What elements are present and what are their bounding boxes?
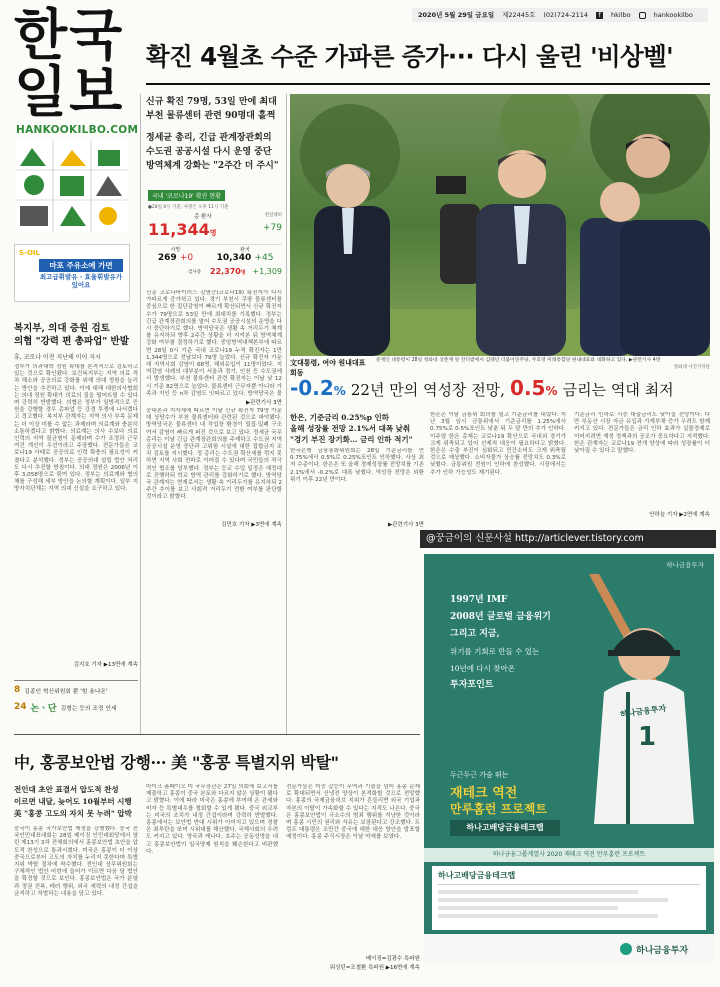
left-byline: 김지호 기자 ▶13면에 계속 xyxy=(73,662,138,668)
soil-ad-line-1: 마포 주유소에 가면 xyxy=(39,259,123,272)
ad-copy-line: 2008년 글로벌 금융위기 xyxy=(450,612,551,622)
confirmed-label: 총 환자 xyxy=(194,214,212,220)
econ-body-2: 한은은 이날 금통위 회의를 열고 기준금리를 내렸다. 지난 3월 임시 금통위에서 기준금리를 1.25%에서 0.75%로 0.5%포인트 낮춘 뒤 두 달 만의 추가 인하다. 이주열 한은 총재는 코로나19 확산으로 국내외 경기가 크게 위축되고 있어 선제적 대응이 필요하다고 밝혔다. 한은은 수출 부진이 심화되고 민간소비도 크게 위축될 것으로 예상했다. 소비자물가 상승률 전망치도 0.3%로 낮췄다. 금통위원 전원이 인하에 찬성했다. 시장에서는 추가 인하 가능성도 제기된다. xyxy=(430,412,566,476)
bottom-deck-line: 美 "홍콩 고도의 자치 못 누려" 압박 xyxy=(14,809,132,818)
toc-item[interactable] xyxy=(14,683,138,697)
soil-logo: S-OIL xyxy=(19,249,40,257)
lead-deck-1 xyxy=(146,95,286,123)
toc-page-number: 24 xyxy=(14,702,27,712)
lead-deck-line: 정세균 총리, 긴급 관계장관회의 xyxy=(146,133,272,143)
toc-text: 김종인 혁신위원회 뿐 '힘 용나온' xyxy=(24,688,108,695)
ad-title-1: 재테크 역전 xyxy=(450,786,518,801)
bottom-deck xyxy=(14,784,134,820)
phone-number: (02)724-2114 xyxy=(543,11,589,19)
ad-product-name: 하나고배당금융테크랩 xyxy=(438,871,516,880)
site-url[interactable]: HANKOOKILBO.COM xyxy=(16,124,139,136)
masthead-emblem-icon xyxy=(16,140,128,232)
released-delta: +45 xyxy=(254,253,274,263)
facebook-handle[interactable]: hkilbo xyxy=(611,11,631,19)
econ-body-3: 기준금리 인하로 시중 대출금리도 낮아질 전망이다. 다만 부동산 시장 자금 유입과 가계부채 증가 우려도 함께 커지고 있다. 전문가들은 금리 인하 효과가 실물경제로 이어지려면 재정 정책과의 공조가 중요하다고 지적했다. 한은 관계자는 코로나19 전개 양상에 따라 성장률이 더 낮아질 수 있다고 말했다. xyxy=(574,412,710,455)
jersey-text: 하나금융투자 xyxy=(619,703,667,720)
econ-related: ▶관련기사 3면 xyxy=(387,522,424,528)
left-subhead: 휴, 코로나 이전 지난해 이어 지시 xyxy=(14,354,101,361)
confirmed-delta-label: 전일대비 xyxy=(264,213,282,218)
ad-strip: 하나금융그룹계열사 2020 재테크 역전 만루홈런 프로젝트 xyxy=(424,848,714,862)
instagram-handle[interactable]: hankookilbo xyxy=(653,11,693,19)
bottom-deck-line: 전인대 초안 표결서 압도적 찬성 xyxy=(14,785,119,794)
toc-item[interactable] xyxy=(14,700,138,714)
hana-logo-icon xyxy=(620,943,632,955)
ad-logo-bar xyxy=(424,934,714,964)
bottom-headline: 中, 홍콩보안법 강행··· 美 "홍콩 특별지위 박탈" xyxy=(14,753,339,772)
toc-page-number: 8 xyxy=(14,685,21,695)
econ-rate-unit: % xyxy=(545,384,558,398)
bottom-body-3: 전문가들은 미중 갈등이 무역과 기술을 넘어 홍콩 문제로 확대되면서 신냉전 양상이 본격화할 것으로 전망했다. 홍콩의 국제금융허브 지위가 흔들리면 외국 기업과 자본의 이탈이 가속화할 수 있다는 지적도 나온다. 중국은 홍콩보안법이 극소수의 범죄 행위를 겨냥한 것이라며 홍콩 시민의 권리와 자유는 보장된다고 강조했다. 트럼프 대통령은 조만간 중국에 대한 대응 방안을 발표할 예정이다. 홍콩 주식시장은 이날 약세를 보였다. xyxy=(286,784,420,841)
confirmed-delta: +79 xyxy=(263,223,282,233)
confirmed-count: 11,344 xyxy=(148,220,210,239)
logo-line-1: 한국 xyxy=(14,2,125,67)
infobox-note: ●28일 0시 기준, 사망은 오후 11시 기준 xyxy=(148,205,229,210)
lead-photo xyxy=(290,94,710,356)
column-divider xyxy=(140,94,141,734)
lead-body-2: 중대본과 지자체에 따르면 이날 신규 확진자 79명 가운데 상당수가 부천 물류센터와 관련된 것으로 파악됐다. 방역당국은 물류센터 내 작업장 환경이 밀집·밀폐 구조여서 감염이 빠르게 퍼진 것으로 보고 있다. 정세균 국무총리는 이날 긴급 관계장관회의를 주재하고 수도권 지역 공공시설 운영 중단과 고위험 시설에 대한 집합금지 조치 검토를 지시했다. 정 총리는 수도권 확산세를 꺾지 못하면 지역 사회 전파로 이어질 수 있다며 국민들의 적극적인 협조를 당부했다. 정부는 등교 수업 일정은 예정대로 진행하되 학교 방역 관리를 강화하기로 했다. 방역당국 관계자는 현재로서는 생활 속 거리두기를 유지하되 2주간 추이를 보고 사회적 거리두기 전환 여부를 판단할 것이라고 밝혔다. xyxy=(146,408,282,501)
econ-deck-line: 올해 성장률 전망 2.1%서 대폭 낮춰 xyxy=(290,424,411,433)
ad-brand-top: 하나금융투자 xyxy=(666,561,704,569)
econ-deck-line: "경기 부진 장기화… 금리 인하 적기" xyxy=(290,435,413,444)
ad-kicker: 두근두근 가슴 뛰는 xyxy=(450,771,509,779)
released-label: 완치 xyxy=(240,247,250,253)
issue-number: 제22445호 xyxy=(502,11,536,19)
lead-deck-line: 부천 물류센터 관련 90명대 홀쩍 xyxy=(146,111,276,121)
deaths-count: 269 xyxy=(157,253,177,263)
photo-caption: 문재인 대통령이 28일 청와대 상춘재 앞 잔디밭에서 김태년 더불어민주당, 주호영 미래통합당 원내대표와 대화하고 있다. ▶관련기사 4면 xyxy=(376,358,661,363)
econ-body-1: 한국은행 금융통화위원회는 28일 기준금리를 연 0.75%에서 0.5%로 0.25%포인트 인하했다. 사상 최저 수준이다. 한은은 또 올해 경제성장률 전망치를 기존 2.1%에서 -0.2%로 대폭 낮췄다. 역성장 전망은 외환위기 이후 22년 만이다. xyxy=(290,448,424,483)
lead-deck-line: 방역체계 강화는 "2주간 더 주시" xyxy=(146,161,279,171)
econ-deck-line: 한은, 기준금리 0.25%p 인하 xyxy=(290,413,390,422)
lead-related: ▶관련기사 3면 xyxy=(245,400,282,406)
ad-copy-line: 그리고 지금, xyxy=(450,629,500,639)
testing-label: 검사중 xyxy=(188,270,202,275)
testing-unit: 명 xyxy=(240,270,246,276)
ad-copy-line: 10년에 다시 찾아온 xyxy=(450,664,516,673)
soil-ad[interactable] xyxy=(14,244,130,302)
toc-section-logo: 논ㆍ단 xyxy=(30,703,57,714)
left-headline xyxy=(14,322,138,348)
ad-copy-line: 위기를 기회로 만들 수 있는 xyxy=(450,647,540,656)
jersey-number: 1 xyxy=(638,722,657,752)
lead-deck-line: 신규 확진 79명, 53일 만에 최대 xyxy=(146,97,277,107)
issue-date: 2020년 5월 29일 금요일 xyxy=(418,11,495,19)
lead-body-1: 신종 코로나바이러스 감염증(코로나19) 확진자가 다시 가파르게 증가하고 있다. 경기 부천시 쿠팡 물류센터를 중심으로 한 집단감염이 빠르게 확산되면서 신규 확진자 수가 79명으로 53일 만에 최대치를 기록했다. 정부는 긴급 관계장관회의를 열어 수도권 공공시설의 운영을 다시 중단하기로 했다. 방역당국은 생활 속 거리두기 체계를 유지하되 향후 2주간 상황을 더 지켜본 뒤 방역체계 강화 여부를 결정하기로 했다. 중앙방역대책본부에 따르면 28일 0시 기준 국내 코로나19 누적 확진자는 1만1,344명으로 전날보다 79명 늘었다. 신규 확진자 가운데 지역사회 감염이 68명, 해외유입이 11명이었다. 지역감염 사례의 대부분이 서울과 경기, 인천 등 수도권에서 발생했다. 부천 물류센터 관련 확진자는 이날 낮 12시 기준 82명으로 늘었다. 물류센터 근무자뿐 아니라 가족과 지인 등 n차 감염도 잇따르고 있다. 방역당국은 물 xyxy=(146,290,282,396)
ad-product-panel xyxy=(432,866,706,930)
released-count: 10,340 xyxy=(216,253,252,263)
date-bar xyxy=(412,8,708,22)
facebook-icon: f xyxy=(596,12,603,19)
ad-title-3: 하나고배당금융테크랩 xyxy=(450,820,560,836)
econ-headline-text-1: 22년 만의 역성장 전망, xyxy=(350,381,505,399)
photo-caption-title: 文대통령, 여야 원내대표 회동 xyxy=(290,359,366,377)
toc-text: 김형는 등의 조정 인세 xyxy=(60,705,117,712)
econ-deck xyxy=(290,412,424,445)
toc-rule xyxy=(14,680,138,681)
econ-headline-text-2: 금리는 역대 최저 xyxy=(562,381,674,399)
left-headline-line: 의협 "강력 편 총파업" 반발 xyxy=(14,336,129,347)
confirmed-unit: 명 xyxy=(209,229,217,237)
left-headline-line: 복지부, 의대 증원 검토 xyxy=(14,323,110,334)
econ-byline: 안하늘 기자 ▶2면에 계속 xyxy=(649,512,710,518)
hana-ad[interactable] xyxy=(424,554,714,964)
masthead-logo xyxy=(14,2,136,124)
covid-infobox xyxy=(148,183,282,283)
ad-logo-text: 하나금융투자 xyxy=(636,946,689,956)
column-divider xyxy=(286,94,287,734)
deaths-label: 사망 xyxy=(170,247,181,253)
infobox-title: 국내 '코로나19' 확진 현황 xyxy=(148,190,225,201)
bottom-byline-2: 워싱턴=조철환 특파원 ▶16면에 계속 xyxy=(329,965,420,971)
ad-copy-line: 1997년 IMF xyxy=(450,595,508,605)
photo-credit: 청와대 사진기자단 xyxy=(673,365,710,370)
deaths-delta: +0 xyxy=(179,253,194,263)
lead-rule xyxy=(146,83,710,85)
bottom-byline-1: 베이징=김광수 특파원 xyxy=(365,956,420,962)
watermark-banner: @꿍금이의 신문사설 http://articlever.tistory.com xyxy=(420,530,716,548)
lead-deck-2 xyxy=(146,131,286,173)
econ-growth-unit: % xyxy=(333,384,346,398)
baseball-player-illustration xyxy=(544,574,714,834)
soil-ad-line-2: 최고급휘발유 · 효율휘발유가 있어요 xyxy=(39,273,123,289)
testing-count: 22,370 xyxy=(210,267,241,276)
ad-copy-line: 투자포인트 xyxy=(450,680,494,690)
left-body: 정부가 의과대학 정원 확대를 본격적으로 검토하고 있는 것으로 확인됐다. 보건복지부는 지역 의료 격차 해소와 공공의료 강화를 위해 의대 정원을 늘리는 방안을 추진하고 있다. 이에 대해 대한의사협회는 의대 정원 확대가 의료의 질을 떨어뜨릴 수 있다며 강력히 반발했다. 의협은 정부가 일방적으로 증원을 강행할 경우 총파업 등 강경 투쟁에 나서겠다고 경고했다. 복지부 관계자는 지역 의사 부족 문제는 더 이상 미룰 수 없는 과제라며 의료계와 충분히 소통하겠다고 밝혔다. 의료계는 의사 수보다 의료 인력의 지역 불균형이 문제라며 수가 조정과 근무 여건 개선이 우선이라고 주장했다. 전문가들은 코로나19 사태로 공공의료 인력 확충의 필요성이 커졌다고 분석했다. 정부는 공공의대 설립 법안 처리도 다시 추진할 방침이다. 의대 정원은 2006년 이후 3,058명으로 묶여 있다. 정부는 의료계와 협의체를 구성해 세부 방안을 논의할 계획이다. 일부 지방자치단체는 지역 의대 신설을 요구하고 있다. xyxy=(14,364,138,493)
testing-delta: +1,309 xyxy=(252,267,282,276)
lead-deck-line: 수도권 공공시설 다시 운영 중단 xyxy=(146,147,272,157)
lead-byline: 김민호 기자 ▶3면에 계속 xyxy=(221,522,282,528)
bottom-body-2: 마이크 폼페이오 미 국무장관은 27일 의회에 보고서를 제출하고 홍콩이 중국 본토와 다르지 않은 상황이 됐다고 밝혔다. 이에 따라 미국은 홍콩에 부여해 온 관세와 비자 등 특별대우를 철회할 수 있게 됐다. 중국 외교부는 미국의 조치가 내정 간섭이라며 강력히 반발했다. 홍콩에서는 보안법 반대 시위가 이어지고 있으며 경찰은 최루탄을 쏘며 시위대를 해산했다. 국제사회의 우려도 커지고 있다. 영국과 캐나다, 호주는 공동성명을 내고 홍콩보안법이 일국양제 원칙을 훼손한다고 비판했다. xyxy=(146,784,278,855)
lead-headline: 확진 4월초 수준 가파른 증가··· 다시 울린 '비상벨' xyxy=(146,42,674,71)
logo-line-2: 일보 xyxy=(14,59,125,124)
econ-rate-figure: 0.5 xyxy=(510,376,546,400)
econ-growth-figure: -0.2 xyxy=(290,376,334,400)
bottom-body-1: 중국이 홍콩 국가보안법 제정을 강행했다. 중국 전국인민대표대회는 28일 베이징 인민대회당에서 열린 제13기 3차 전체회의에서 홍콩보안법 초안을 압도적 찬성으로 통과시켰다. 미국은 홍콩이 더 이상 중국으로부터 고도의 자치를 누리지 못한다며 특별지위 박탈 절차에 착수했다. 전인대 상무위원회는 구체적인 법안 마련에 들어가 이르면 다음 달 법안을 확정할 것으로 보인다. 홍콩보안법은 국가 분열과 정권 전복, 테러 행위, 외국 세력의 내정 간섭을 금지하고 처벌하는 내용을 담고 있다. xyxy=(14,826,138,897)
bottom-rule xyxy=(14,734,420,735)
instagram-icon xyxy=(639,12,646,19)
econ-headline xyxy=(290,376,710,406)
bottom-deck-line: 이르면 내달, 늦어도 10월부터 시행 xyxy=(14,797,132,806)
ad-title-2: 만루홈런 프로젝트 xyxy=(450,802,547,816)
